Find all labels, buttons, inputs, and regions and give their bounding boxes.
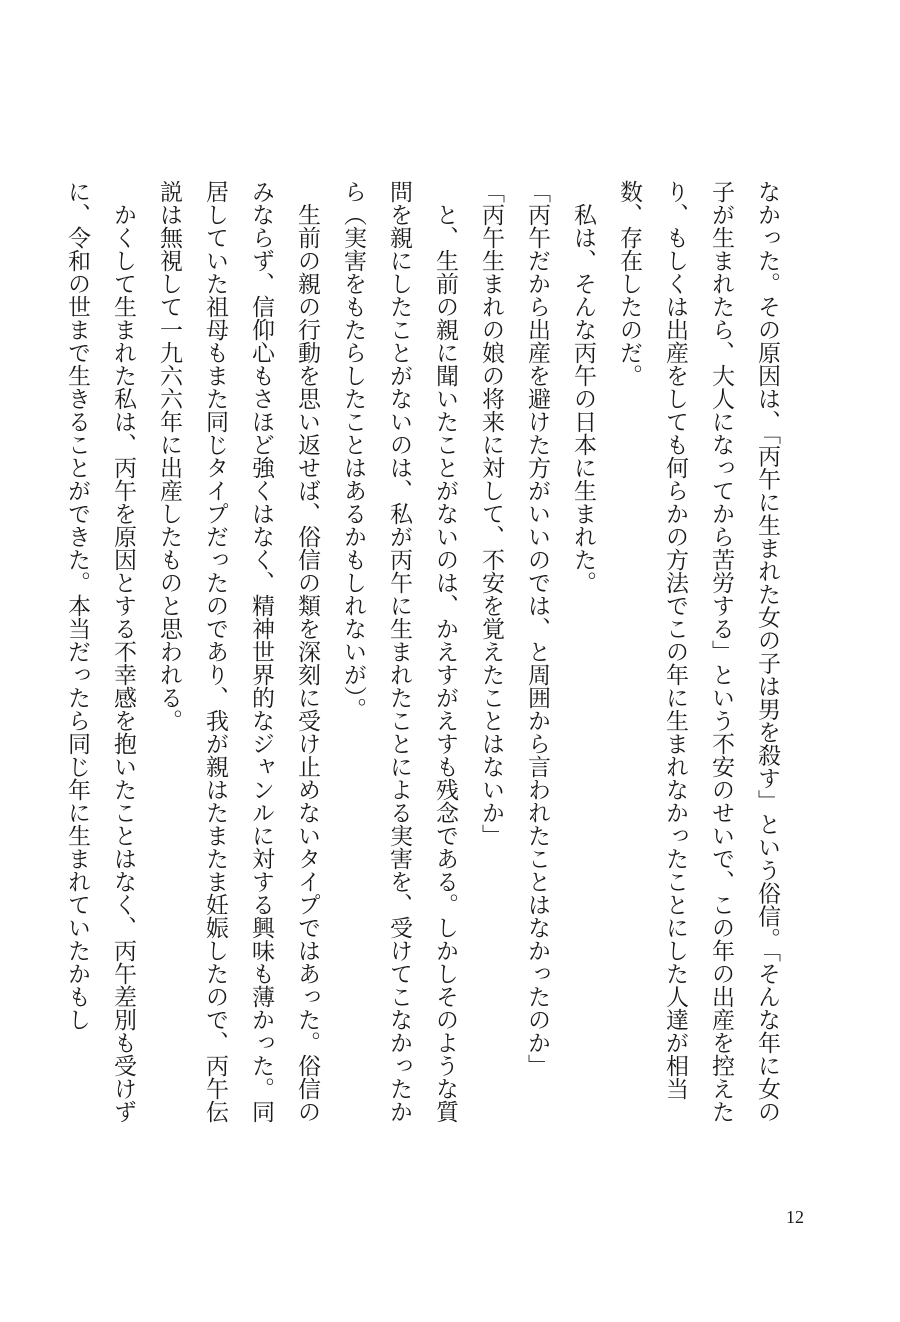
paragraph-1: なかった。その原因は、「丙午に生まれた女の子は男を殺す」という俗信。「そんな年に女の子が生まれたら、大人になってから苦労する」という不安のせいで、この年の出産を控えたり、もしくは出産をしても何らかの方法でこの年に生まれなかったことにした人達が相当数、存在したのだ。: [616, 180, 780, 1123]
vertical-body-text: [64, 180, 790, 1140]
paragraph-7: かくして生まれた私は、丙午を原因とする不幸感を抱いたことはなく、丙午差別も受けずに、令和の世まで生きることができた。本当だったら同じ年に生まれていたかもし: [64, 180, 136, 1123]
paragraph-3: 「丙午だから出産を避けた方がいいのでは、と周囲から言われたことはなかったのか」: [524, 180, 550, 1077]
page-number: 12: [786, 1207, 804, 1227]
paragraph-6: 生前の親の行動を思い返せば、俗信の類を深刻に受け止めないタイプではあった。俗信のみならず、信仰心もさほど強くはなく、精神世界的なジャンルに対する興味も薄かった。同居していた祖母もまた同じタイプだったのであり、我が親はたまたま妊娠したので、丙午伝説は無視して一九六六年に出産したものと思われる。: [156, 180, 320, 1123]
paragraph-2: 私は、そんな丙午の日本に生まれた。: [570, 180, 596, 594]
paragraph-5: と、生前の親に聞いたことがないのは、かえすがえすも残念である。しかしそのような質問を親にしたことがないのは、私が丙午に生まれたことによる実害を、受けてこなかったから（実害をもたらしたことはあるかもしれないが）。: [340, 180, 458, 1123]
paragraph-4: 「丙午生まれの娘の将来に対して、不安を覚えたことはないか」: [478, 180, 504, 847]
